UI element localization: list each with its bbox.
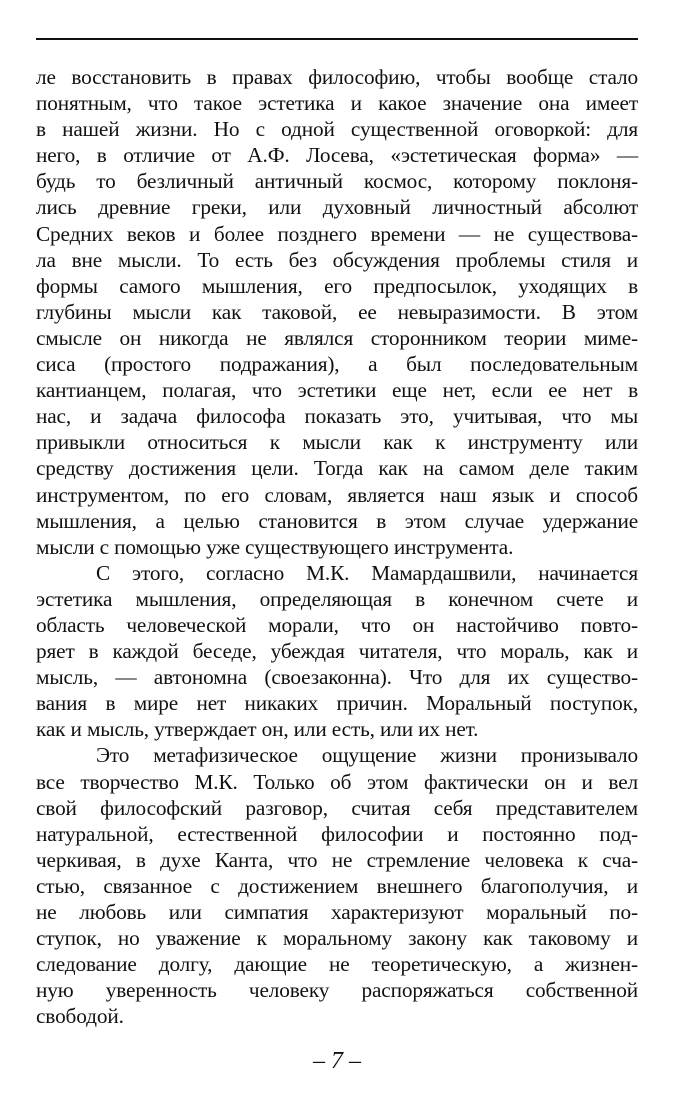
body-text — [36, 64, 638, 1029]
text-line: в нашей жизни. Но с одной существенной оговоркой: для — [36, 117, 638, 142]
paragraph-1 — [36, 64, 638, 560]
text-line: все творчество М.К. Только об этом фактически он и вел — [36, 769, 638, 794]
paragraph-2 — [36, 560, 638, 743]
text-line: ла вне мысли. То есть без обсуждения проблемы стиля и — [36, 247, 638, 272]
text-line: черкивая, в духе Канта, что не стремление человека к сча- — [36, 847, 638, 872]
text-line: мышления, а целью становится в этом случае удержание — [36, 508, 638, 533]
text-line: ную уверенность человеку распоряжаться собственной — [36, 978, 638, 1003]
text-line: свободой. — [36, 1004, 124, 1029]
text-line: натуральной, естественной философии и постоянно под- — [36, 821, 638, 846]
text-line: средству достижения цели. Тогда как на самом деле таким — [36, 456, 638, 481]
text-line: ступок, но уважение к моральному закону как таковому и — [36, 926, 638, 951]
text-line: кантианцем, полагая, что эстетики еще нет, если ее нет в — [36, 378, 638, 403]
text-line: не любовь или симпатия характеризуют моральный по- — [36, 900, 638, 924]
text-line: область человеческой морали, что он настойчиво повто- — [36, 612, 638, 637]
text-line: сиса (простого подражания), а был последовательным — [36, 352, 638, 377]
text-line: эстетика мышления, определяющая в конечном счете и — [36, 586, 638, 611]
text-line: понятным, что такое эстетика и какое значение она имеет — [36, 91, 638, 116]
text-line: ле восстановить в правах философию, чтобы вообще стало — [36, 65, 638, 89]
page-number: – 7 – — [313, 1048, 361, 1074]
text-line: Это метафизическое ощущение жизни пронизывало — [96, 743, 638, 768]
text-line: будь то безличный античный космос, которому поклоня- — [36, 169, 638, 194]
top-rule — [36, 38, 638, 40]
text-line: нас, и задача философа показать это, учитывая, что мы — [36, 404, 638, 429]
text-line: свой философский разговор, считая себя представителем — [36, 795, 638, 820]
text-line: вания в мире нет никаких причин. Моральный поступок, — [36, 691, 638, 716]
text-line: следование долгу, дающие не теоретическую, а жизнен- — [36, 952, 638, 977]
text-line: ряет в каждой беседе, убеждая читателя, что мораль, как и — [36, 639, 638, 664]
text-line: инструментом, по его словам, является наш язык и способ — [36, 482, 638, 507]
text-line: как и мысль, утверждает он, или есть, или их нет. — [36, 717, 479, 742]
text-line: лись древние греки, или духовный личностный абсолют — [36, 195, 638, 220]
text-line: С этого, согласно М.К. Мамардашвили, начинается — [96, 560, 638, 585]
text-line: формы самого мышления, его предпосылок, уходящих в — [36, 273, 638, 298]
text-line: стью, связанное с достижением внешнего благополучия, и — [36, 873, 638, 898]
text-line: него, в отличие от А.Ф. Лосева, «эстетическая форма» — — [36, 143, 638, 168]
text-line: мысль, — автономна (своезаконна). Что для их существо- — [36, 665, 638, 690]
text-line: смысле он никогда не являлся сторонником теории миме- — [36, 325, 638, 350]
text-line: Средних веков и более позднего времени — не существова- — [36, 221, 638, 246]
text-line: мысли с помощью уже существующего инструмента. — [36, 534, 514, 559]
text-line: глубины мысли как таковой, ее невыразимости. В этом — [36, 299, 638, 324]
paragraph-3 — [36, 742, 638, 1029]
text-line: привыкли относиться к мысли как к инструменту или — [36, 430, 638, 455]
